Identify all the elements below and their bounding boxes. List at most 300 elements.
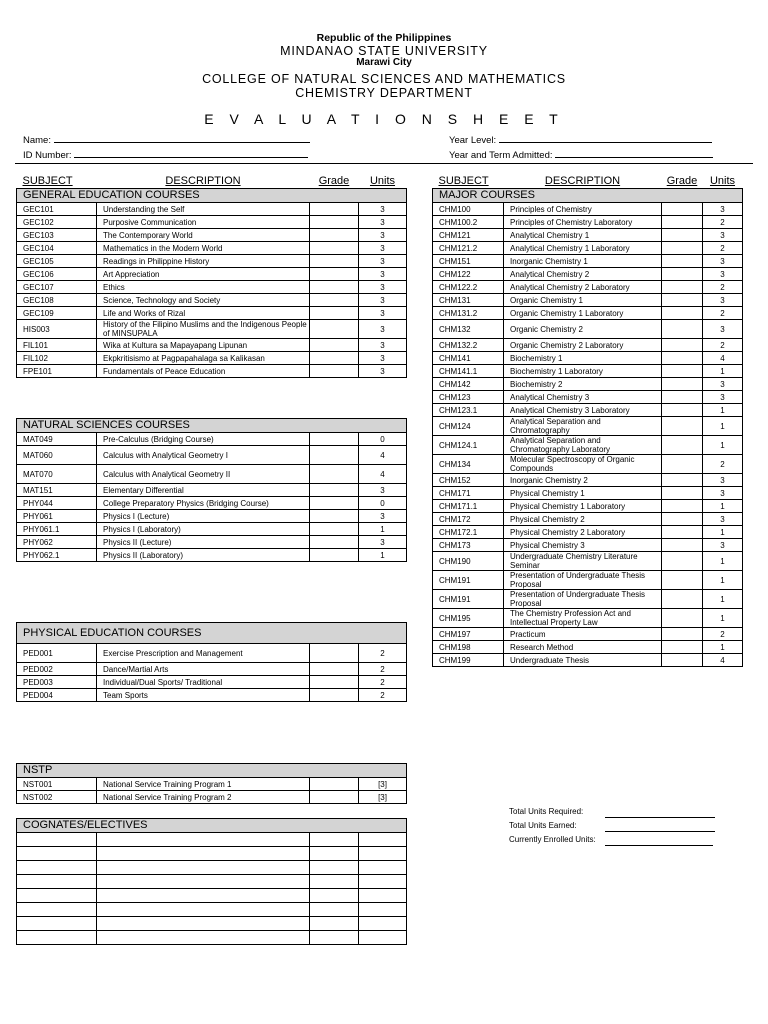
grade-cell[interactable] — [662, 203, 703, 216]
units-cell: 2 — [359, 663, 407, 676]
course-row — [17, 281, 407, 294]
total-earned-line[interactable] — [605, 830, 715, 832]
course-row — [433, 628, 743, 641]
course-description: Understanding the Self — [97, 203, 310, 216]
city-heading: Marawi City — [356, 57, 412, 68]
course-row — [433, 242, 743, 255]
course-row — [17, 446, 407, 465]
elective-row — [17, 875, 407, 889]
course-description: Analytical Chemistry 1 — [504, 229, 662, 242]
id-number-input-line[interactable] — [74, 148, 308, 158]
elective-row — [17, 861, 407, 875]
elective-description-cell[interactable] — [97, 833, 310, 847]
units-cell: 3 — [359, 268, 407, 281]
major-title: MAJOR COURSES — [433, 189, 743, 203]
year-level-label: Year Level: — [449, 135, 497, 146]
grade-cell[interactable] — [310, 433, 359, 446]
gen-ed-table — [16, 174, 407, 378]
course-row — [17, 433, 407, 446]
course-description: Organic Chemistry 2 Laboratory — [504, 339, 662, 352]
course-code: CHM131.2 — [433, 307, 504, 320]
units-cell: 3 — [359, 307, 407, 320]
grade-cell[interactable] — [662, 391, 703, 404]
course-code: GEC102 — [17, 216, 97, 229]
column-header-row — [433, 174, 743, 189]
elective-grade-cell[interactable] — [310, 875, 359, 889]
section-header-row — [17, 764, 407, 778]
elective-units-cell[interactable] — [359, 875, 407, 889]
course-code: CHM134 — [433, 455, 504, 474]
course-row — [433, 307, 743, 320]
elective-description-cell[interactable] — [97, 861, 310, 875]
course-row — [433, 552, 743, 571]
course-description: Undergraduate Chemistry Literature Seminar — [504, 552, 662, 571]
course-row — [433, 216, 743, 229]
units-cell: 3 — [359, 242, 407, 255]
course-code: CHM131 — [433, 294, 504, 307]
grade-cell[interactable] — [662, 487, 703, 500]
grade-cell[interactable] — [310, 365, 359, 378]
units-cell: 3 — [359, 352, 407, 365]
elective-row — [17, 903, 407, 917]
course-code: CHM191 — [433, 571, 504, 590]
course-code: CHM198 — [433, 641, 504, 654]
elective-units-cell[interactable] — [359, 833, 407, 847]
units-cell: 2 — [359, 676, 407, 689]
elective-description-cell[interactable] — [97, 931, 310, 945]
course-description: National Service Training Program 2 — [97, 791, 310, 804]
course-code: GEC106 — [17, 268, 97, 281]
course-description: Analytical Chemistry 2 Laboratory — [504, 281, 662, 294]
units-cell: 0 — [359, 433, 407, 446]
course-code: CHM100 — [433, 203, 504, 216]
course-row — [17, 644, 407, 663]
elective-description-cell[interactable] — [97, 889, 310, 903]
course-description: Biochemistry 1 — [504, 352, 662, 365]
course-row — [17, 778, 407, 791]
subject-header: SUBJECT — [438, 174, 489, 187]
course-description: Biochemistry 1 Laboratory — [504, 365, 662, 378]
course-row — [433, 436, 743, 455]
grade-cell[interactable] — [310, 497, 359, 510]
course-description: Principles of Chemistry Laboratory — [504, 216, 662, 229]
grade-cell[interactable] — [662, 365, 703, 378]
grade-cell[interactable] — [662, 255, 703, 268]
elective-grade-cell[interactable] — [310, 931, 359, 945]
course-description: Analytical Separation and Chromatography — [504, 417, 662, 436]
units-cell: 3 — [359, 365, 407, 378]
grade-cell[interactable] — [662, 281, 703, 294]
course-row — [433, 417, 743, 436]
course-description: Physical Chemistry 2 Laboratory — [504, 526, 662, 539]
elective-grade-cell[interactable] — [310, 889, 359, 903]
course-description: Physics II (Lecture) — [97, 536, 310, 549]
course-row — [17, 339, 407, 352]
elective-grade-cell[interactable] — [310, 903, 359, 917]
description-header: DESCRIPTION — [544, 174, 621, 187]
course-code: CHM122.2 — [433, 281, 504, 294]
course-code: CHM172 — [433, 513, 504, 526]
grade-cell[interactable] — [662, 339, 703, 352]
elective-row — [17, 833, 407, 847]
course-code: CHM124.1 — [433, 436, 504, 455]
grade-cell[interactable] — [662, 513, 703, 526]
grade-cell[interactable] — [310, 320, 359, 339]
course-code: FIL102 — [17, 352, 97, 365]
course-description: Physical Chemistry 3 — [504, 539, 662, 552]
units-cell: 3 — [359, 339, 407, 352]
course-code: PED002 — [17, 663, 97, 676]
course-description: National Service Training Program 1 — [97, 778, 310, 791]
course-description: Analytical Chemistry 1 Laboratory — [504, 242, 662, 255]
course-row — [17, 216, 407, 229]
units-cell: 2 — [703, 628, 743, 641]
grade-cell[interactable] — [662, 352, 703, 365]
units-cell: 0 — [359, 497, 407, 510]
course-row — [17, 497, 407, 510]
grade-cell[interactable] — [310, 484, 359, 497]
grade-cell[interactable] — [310, 307, 359, 320]
grade-cell[interactable] — [310, 523, 359, 536]
grade-cell[interactable] — [310, 778, 359, 791]
major-table — [432, 174, 743, 667]
course-code: PHY044 — [17, 497, 97, 510]
units-cell: 3 — [359, 216, 407, 229]
nstp-table — [16, 763, 407, 804]
grade-cell[interactable] — [662, 268, 703, 281]
course-code: GEC109 — [17, 307, 97, 320]
course-description: Calculus with Analytical Geometry I — [97, 446, 310, 465]
elective-code-cell[interactable] — [17, 889, 97, 903]
elective-units-cell[interactable] — [359, 861, 407, 875]
course-description: Analytical Separation and Chromatography Laboratory — [504, 436, 662, 455]
course-row — [17, 203, 407, 216]
course-code: CHM132.2 — [433, 339, 504, 352]
units-cell: 3 — [703, 294, 743, 307]
units-cell: 1 — [359, 549, 407, 562]
course-code: CHM141 — [433, 352, 504, 365]
course-code: CHM121 — [433, 229, 504, 242]
elective-code-cell[interactable] — [17, 861, 97, 875]
total-enrolled-line[interactable] — [605, 844, 713, 846]
total-earned-label: Total Units Earned: — [509, 821, 577, 830]
pe-title: PHYSICAL EDUCATION COURSES — [17, 623, 407, 644]
elective-grade-cell[interactable] — [310, 917, 359, 931]
elective-units-cell[interactable] — [359, 931, 407, 945]
course-description: Analytical Chemistry 3 Laboratory — [504, 404, 662, 417]
elective-code-cell[interactable] — [17, 847, 97, 861]
total-required[interactable] — [509, 807, 583, 816]
course-code: PED001 — [17, 644, 97, 663]
course-description: Physics II (Laboratory) — [97, 549, 310, 562]
course-code: CHM197 — [433, 628, 504, 641]
course-row — [433, 294, 743, 307]
course-code: FIL101 — [17, 339, 97, 352]
grade-cell[interactable] — [662, 216, 703, 229]
page-title: E V A L U A T I O N S H E E T — [204, 111, 564, 127]
grade-cell[interactable] — [662, 229, 703, 242]
elective-code-cell[interactable] — [17, 833, 97, 847]
course-row — [433, 513, 743, 526]
units-cell: 3 — [359, 294, 407, 307]
elective-units-cell[interactable] — [359, 903, 407, 917]
year-term-input-line[interactable] — [555, 148, 713, 158]
course-code: CHM199 — [433, 654, 504, 667]
units-cell: 3 — [359, 229, 407, 242]
grade-cell[interactable] — [662, 474, 703, 487]
grade-cell[interactable] — [662, 628, 703, 641]
department-heading: CHEMISTRY DEPARTMENT — [295, 86, 473, 100]
units-cell: 4 — [703, 654, 743, 667]
total-required-line[interactable] — [605, 816, 715, 818]
grade-cell[interactable] — [310, 644, 359, 663]
course-code: CHM151 — [433, 255, 504, 268]
grade-cell[interactable] — [310, 689, 359, 702]
grade-cell[interactable] — [662, 294, 703, 307]
units-cell: 1 — [703, 436, 743, 455]
grade-cell[interactable] — [310, 216, 359, 229]
course-row — [17, 294, 407, 307]
units-cell: 3 — [359, 510, 407, 523]
course-code: MAT049 — [17, 433, 97, 446]
units-cell: 3 — [703, 255, 743, 268]
course-code: PHY061.1 — [17, 523, 97, 536]
grade-header: Grade — [318, 174, 350, 187]
units-cell: 2 — [703, 307, 743, 320]
elective-grade-cell[interactable] — [310, 833, 359, 847]
course-description: Exercise Prescription and Management — [97, 644, 310, 663]
section-header-row — [17, 189, 407, 203]
elective-grade-cell[interactable] — [310, 861, 359, 875]
course-description: The Contemporary World — [97, 229, 310, 242]
course-code: GEC104 — [17, 242, 97, 255]
units-cell: 2 — [703, 281, 743, 294]
elective-units-cell[interactable] — [359, 847, 407, 861]
elective-code-cell[interactable] — [17, 875, 97, 889]
course-row — [17, 549, 407, 562]
id-number-label: ID Number: — [23, 150, 72, 161]
course-row — [433, 229, 743, 242]
republic-heading: Republic of the Philippines — [316, 32, 452, 44]
units-cell: 3 — [703, 513, 743, 526]
grade-cell[interactable] — [662, 526, 703, 539]
course-code: GEC101 — [17, 203, 97, 216]
grade-cell[interactable] — [662, 571, 703, 590]
grade-cell[interactable] — [662, 242, 703, 255]
course-row — [433, 320, 743, 339]
units-cell: 1 — [703, 609, 743, 628]
grade-cell[interactable] — [310, 352, 359, 365]
course-description: Individual/Dual Sports/ Traditional — [97, 676, 310, 689]
course-description: Wika at Kultura sa Mapayapang Lipunan — [97, 339, 310, 352]
course-description: Life and Works of Rizal — [97, 307, 310, 320]
course-description: Physical Chemistry 1 Laboratory — [504, 500, 662, 513]
course-code: NST002 — [17, 791, 97, 804]
elective-grade-cell[interactable] — [310, 847, 359, 861]
subject-header: SUBJECT — [22, 174, 73, 187]
units-cell: 3 — [703, 268, 743, 281]
units-cell: 3 — [359, 281, 407, 294]
course-row — [17, 536, 407, 549]
course-description: Organic Chemistry 1 Laboratory — [504, 307, 662, 320]
grade-cell[interactable] — [662, 455, 703, 474]
grade-cell[interactable] — [310, 255, 359, 268]
course-row — [17, 268, 407, 281]
total-earned[interactable] — [509, 821, 577, 830]
course-description: Readings in Philippine History — [97, 255, 310, 268]
course-row — [17, 365, 407, 378]
course-description: Ekpkritisismo at Pagpapahalaga sa Kalikasan — [97, 352, 310, 365]
elective-units-cell[interactable] — [359, 889, 407, 903]
course-row — [17, 791, 407, 804]
grade-cell[interactable] — [310, 676, 359, 689]
course-code: CHM142 — [433, 378, 504, 391]
course-code: CHM190 — [433, 552, 504, 571]
course-description: Mathematics in the Modern World — [97, 242, 310, 255]
course-row — [433, 487, 743, 500]
course-row — [17, 255, 407, 268]
elective-description-cell[interactable] — [97, 903, 310, 917]
course-code: GEC103 — [17, 229, 97, 242]
elective-row — [17, 847, 407, 861]
grade-cell[interactable] — [662, 552, 703, 571]
course-row — [433, 641, 743, 654]
units-cell: 4 — [703, 352, 743, 365]
year-level-input-line[interactable] — [499, 133, 712, 143]
course-row — [17, 242, 407, 255]
units-cell: 1 — [703, 417, 743, 436]
units-cell: 1 — [703, 526, 743, 539]
course-code: NST001 — [17, 778, 97, 791]
elective-row — [17, 889, 407, 903]
grade-cell[interactable] — [662, 539, 703, 552]
course-description: Team Sports — [97, 689, 310, 702]
total-enrolled[interactable] — [509, 835, 596, 844]
course-description: Fundamentals of Peace Education — [97, 365, 310, 378]
name-label: Name: — [23, 135, 51, 146]
course-row — [433, 654, 743, 667]
grade-cell[interactable] — [310, 281, 359, 294]
course-code: MAT151 — [17, 484, 97, 497]
course-code: PHY061 — [17, 510, 97, 523]
name-input-line[interactable] — [54, 133, 310, 143]
course-code: CHM121.2 — [433, 242, 504, 255]
units-cell: 3 — [703, 474, 743, 487]
units-cell: 1 — [703, 641, 743, 654]
grade-cell[interactable] — [662, 417, 703, 436]
course-description: The Chemistry Profession Act and Intellectual Property Law — [504, 609, 662, 628]
course-description: Art Appreciation — [97, 268, 310, 281]
course-row — [17, 307, 407, 320]
course-code: HIS003 — [17, 320, 97, 339]
course-row — [433, 268, 743, 281]
grade-cell[interactable] — [662, 609, 703, 628]
grade-cell[interactable] — [310, 549, 359, 562]
section-header-row — [17, 419, 407, 433]
course-code: GEC105 — [17, 255, 97, 268]
elective-description-cell[interactable] — [97, 917, 310, 931]
course-description: Principles of Chemistry — [504, 203, 662, 216]
grade-cell[interactable] — [662, 320, 703, 339]
course-description: Physics I (Lecture) — [97, 510, 310, 523]
grade-cell[interactable] — [662, 654, 703, 667]
year-term-field[interactable] — [449, 148, 713, 161]
section-header-row — [17, 819, 407, 833]
id-number-field[interactable] — [23, 148, 308, 161]
grade-cell[interactable] — [662, 500, 703, 513]
elective-units-cell[interactable] — [359, 917, 407, 931]
units-cell: 2 — [703, 455, 743, 474]
grade-cell[interactable] — [662, 436, 703, 455]
course-code: CHM171.1 — [433, 500, 504, 513]
elective-code-cell[interactable] — [17, 917, 97, 931]
units-cell: 1 — [703, 404, 743, 417]
units-cell: 1 — [359, 523, 407, 536]
name-field[interactable] — [23, 133, 310, 146]
grade-cell[interactable] — [310, 229, 359, 242]
gen-ed-title: GENERAL EDUCATION COURSES — [17, 189, 407, 203]
course-row — [17, 465, 407, 484]
pe-table — [16, 622, 407, 702]
course-description: Practicum — [504, 628, 662, 641]
elective-description-cell[interactable] — [97, 875, 310, 889]
grade-cell[interactable] — [662, 641, 703, 654]
course-description: Physics I (Laboratory) — [97, 523, 310, 536]
course-code: PED003 — [17, 676, 97, 689]
grade-cell[interactable] — [662, 307, 703, 320]
elective-description-cell[interactable] — [97, 847, 310, 861]
units-cell: 4 — [359, 446, 407, 465]
course-code: MAT070 — [17, 465, 97, 484]
course-row — [433, 455, 743, 474]
grade-cell[interactable] — [310, 242, 359, 255]
course-code: CHM123.1 — [433, 404, 504, 417]
grade-cell[interactable] — [662, 378, 703, 391]
nstp-title: NSTP — [17, 764, 407, 778]
course-description: Purposive Communication — [97, 216, 310, 229]
grade-cell[interactable] — [310, 791, 359, 804]
elective-code-cell[interactable] — [17, 931, 97, 945]
grade-cell[interactable] — [310, 536, 359, 549]
course-row — [433, 255, 743, 268]
elective-code-cell[interactable] — [17, 903, 97, 917]
grade-cell[interactable] — [310, 663, 359, 676]
grade-cell[interactable] — [310, 446, 359, 465]
description-header: DESCRIPTION — [165, 174, 241, 187]
units-cell: 2 — [359, 689, 407, 702]
grade-cell[interactable] — [310, 268, 359, 281]
grade-cell[interactable] — [310, 510, 359, 523]
course-row — [17, 676, 407, 689]
course-code: GEC108 — [17, 294, 97, 307]
units-cell: 2 — [703, 339, 743, 352]
grade-cell[interactable] — [662, 590, 703, 609]
grade-cell[interactable] — [310, 465, 359, 484]
course-code: FPE101 — [17, 365, 97, 378]
grade-cell[interactable] — [310, 339, 359, 352]
units-cell: 3 — [703, 203, 743, 216]
grade-cell[interactable] — [310, 203, 359, 216]
course-code: CHM191 — [433, 590, 504, 609]
grade-cell[interactable] — [310, 294, 359, 307]
course-code: CHM100.2 — [433, 216, 504, 229]
course-description: History of the Filipino Muslims and the Indigenous People of MINSUPALA — [97, 320, 310, 339]
course-code: PED004 — [17, 689, 97, 702]
course-code: CHM152 — [433, 474, 504, 487]
grade-cell[interactable] — [662, 404, 703, 417]
course-row — [433, 404, 743, 417]
year-level-field[interactable] — [449, 133, 712, 146]
